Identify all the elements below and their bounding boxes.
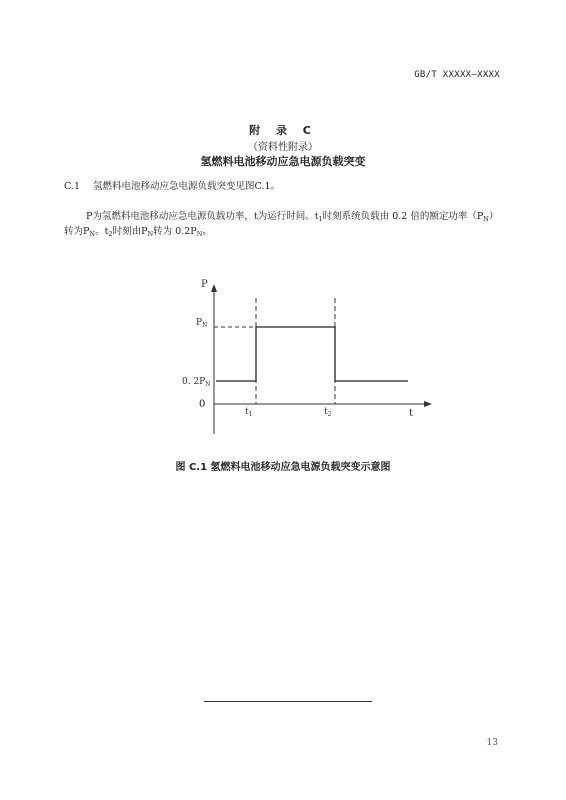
- p2-sub-4: N: [196, 230, 203, 238]
- footnote-rule: [204, 701, 372, 702]
- x-axis-arrow: [424, 401, 432, 407]
- p2-text-a: 转为P: [64, 226, 90, 237]
- clause-number: C.1: [64, 181, 80, 192]
- x-axis-label: t: [409, 408, 414, 419]
- p2-sub-1: N: [89, 230, 96, 238]
- p2-text-d: 转为 0.2P: [153, 226, 197, 237]
- p1-sub-1: 1: [318, 215, 323, 223]
- p2-sub-3: N: [147, 230, 154, 238]
- y-axis-arrow: [211, 284, 217, 292]
- t2-label: $t_2$: [324, 407, 332, 418]
- p2-sub-2: 2: [108, 230, 113, 238]
- pn-label: $P_N$: [196, 318, 208, 329]
- p1-sub-2: N: [483, 215, 489, 223]
- p2-text-c: 时刻由P: [112, 226, 148, 237]
- figure-caption: 图 C.1 氢燃料电池移动应急电源负载突变示意图: [175, 462, 391, 473]
- y-axis-label: P: [201, 279, 208, 290]
- appendix-label: 附 录 C: [249, 124, 317, 137]
- page-number: 13: [486, 738, 498, 748]
- low-level-label: 0. $2P_N$: [182, 377, 211, 388]
- p1-text-a: P为氢燃料电池移动应急电源负载功率，t为运行时间。t: [86, 211, 319, 222]
- p2-text-b: 。t: [95, 226, 109, 237]
- origin-label: 0: [199, 399, 206, 410]
- appendix-type: （资料性附录）: [248, 142, 318, 153]
- p1-text-b: 时刻系统负载由 0.2 倍的额定功率（P: [322, 211, 484, 222]
- t1-label: $t_1$: [245, 407, 253, 418]
- standard-number: GB/T XXXXX—XXXX: [414, 70, 500, 80]
- p1-text-c: ）: [488, 211, 499, 222]
- appendix-title: 氢燃料电池移动应急电源负载突变: [200, 155, 366, 168]
- clause-text: 氢燃料电池移动应急电源负载突变见图C.1。: [93, 181, 280, 192]
- load-profile-line: [216, 327, 408, 381]
- p2-text-e: 。: [202, 226, 212, 237]
